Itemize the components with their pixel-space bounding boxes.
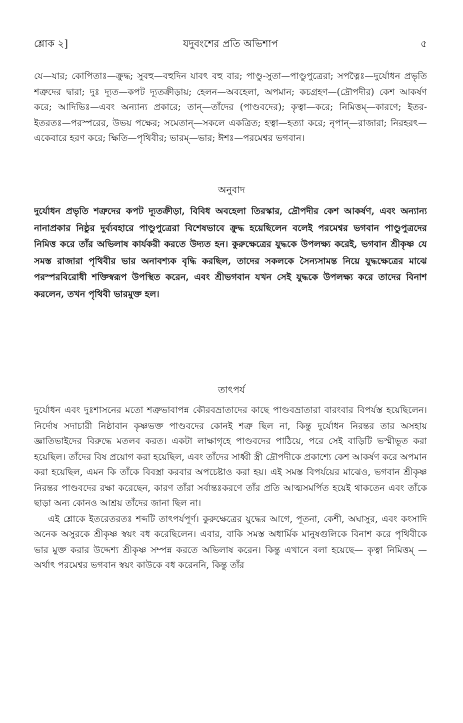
header-verse-ref: শ্লোক ২]	[34, 38, 69, 50]
page-number: ৫	[420, 38, 427, 50]
purport-section	[34, 404, 427, 704]
running-header	[34, 36, 427, 54]
translation-paragraph: দুর্যোধন প্রভৃতি শত্রুদের কপট দ্যূতক্রীড়া, বিবিধ অবহেলা তিরস্কার, দ্রৌপদীর কেশ আকর্ষণ, এবং অন্যান্য নানাপ্রকার নিষ্ঠুর দুর্ব্যবহারে পাণ্ডুপুত্রেরা বিশেষভাবে ক্রুদ্ধ হয়েছিলেন বলেই পরমেশ্বর ভগবান পাণ্ডুপুত্রদের নিমিত্ত করে তাঁর অভিলাষ কার্যকরী করতে উদ্যত হন। কুরুক্ষেত্রের যুদ্ধকে উপলক্ষ্য করেই, ভগবান শ্রীকৃষ্ণ যে সমস্ত রাজারা পৃথিবীর ভার অনাবশ্যক বৃদ্ধি করছিল, তাদের সকলকে সৈন্যসামন্ত নিয়ে যুদ্ধক্ষেত্রের মাঝে পরস্পরবিরোধী শক্তিস্বরূপ উপস্থিত করেন, এবং শ্রীভগবান যখন সেই যুদ্ধকে উপলক্ষ্য করে তাদের বিনাশ করলেন, তখন পৃথিবী ভারমুক্ত হল।	[34, 207, 427, 300]
word-for-word-meanings: যে—যার; কোপিতাঃ—ক্রুদ্ধ; সুবহু—বহুদিন যাবৎ বহু বার; পাণ্ডু-সুতা—পাণ্ডুপুত্রেরা; সপত্নৈঃ—দুর্যোধন প্রভৃতি শত্রুদের দ্বারা; দুঃ দ্যূত—কপট দ্যূতক্রীড়ায়; হেলন—অবহেলা, অপমান; কচগ্রহণ—(দ্রৌপদীর) কেশ আকর্ষণ করে; আদিভিঃ—এবং অন্যান্য প্রকারে; তান্—তাঁদের (পাণ্ডবদের); কৃত্বা—করে; নিমিত্তম্—কারণে; ইতর-ইতরতঃ—পরস্পরের, উভয় পক্ষের; সমেতান্—সকলে একত্রিত; হত্বা—হত্যা করে; নৃপান্—রাজারা; নিরহরৎ—একেবারে হরণ করে; ক্ষিতি—পৃথিবীর; ভারম্—ভার; ঈশঃ—পরমেশ্বর ভগবান।	[34, 72, 427, 144]
translation-heading: অনুবাদ	[218, 185, 245, 196]
purport-paragraph: এই শ্লোকে ইতরেতরতঃ শব্দটি তাৎপর্যপূর্ণ। কুরুক্ষেত্রের যুদ্ধের আগে, পূতনা, কেশী, অঘাসুর, এবং কংসাদি অনেক অসুরকে শ্রীকৃষ্ণ স্বয়ং বধ করেছিলেন। এবার, বাকি সমস্ত অধার্মিক মানুষগুলিকে বিনাশ করে পৃথিবীকে ভার মুক্ত করার উদ্দেশ্য শ্রীকৃষ্ণ সম্পন্ন করতে অভিলাষ করেন। কিন্তু এখানে বলা হয়েছে— কৃত্বা নিমিত্তম্ —অর্থাৎ পরমেশ্বর ভগবান স্বয়ং কাউকে বধ করেননি, কিন্তু তাঁর	[34, 514, 427, 571]
purport-heading: তাৎপর্য	[218, 385, 245, 396]
header-chapter-title: যদুবংশের প্রতি অভিশাপ	[182, 38, 279, 50]
purport-paragraph: দুর্যোধন এবং দুঃশাসনের মতো শত্রুভাবাপন্ন কৌরবভ্রাতাদের কাছে পাণ্ডবভ্রাতারা বারংবার বিপর্যস্ত হয়েছিলেন। নির্দোষ সদাচারী নিষ্ঠাবান কৃষ্ণভক্ত পাণ্ডবদের কোনই শত্রু ছিল না, কিন্তু দুর্যোধন নিরন্তর তার অসহায় জ্ঞাতিভাইদের বিরুদ্ধে মতলব করত। একটা লাক্ষাগৃহে পাণ্ডবদের পাঠিয়ে, পরে সেই বাড়িটি ভস্মীভূত করা হয়েছিল। তাঁদের বিষ প্রয়োগ করা হয়েছিল, এবং তাঁদের সাধ্বী স্ত্রী দ্রৌপদীকে প্রকাশ্যে কেশ আকর্ষণ করে অপমান করা হয়েছিল, এমন কি তাঁকে বিবস্ত্রা করবার অপচেষ্টাও করা হয়। এই সমস্ত বিপর্যয়ের মাঝেও, ভগবান শ্রীকৃষ্ণ নিরন্তর পাণ্ডবদের রক্ষা করেছেন, কারণ তাঁরা সর্বান্তঃকরণে তাঁর প্রতি আত্মসমর্পিত হয়েই থাকতেন এবং তাঁকে ছাড়া অন্য কোনও আশ্রয় তাঁদের জানা ছিল না।	[34, 406, 427, 509]
